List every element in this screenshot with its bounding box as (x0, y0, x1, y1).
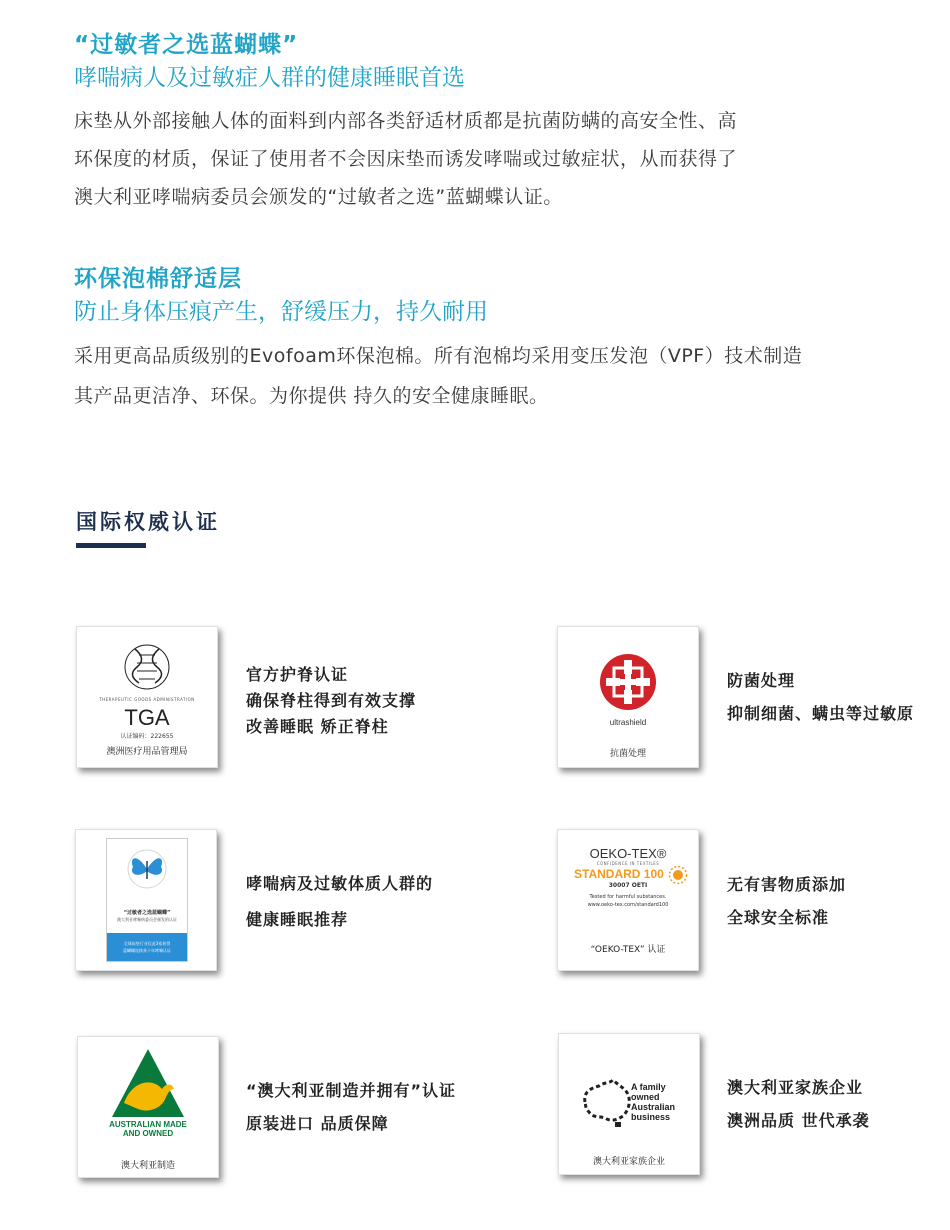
kangaroo-triangle-icon (78, 1037, 218, 1177)
section-title: 环保泡棉舒适层 (74, 266, 242, 292)
certifications-heading: 国际权威认证 (76, 510, 220, 534)
section-subtitle: 防止身体压痕产生，舒缓压力，持久耐用 (74, 299, 488, 325)
oeko-caption: “OEKO-TEX” 认证 (590, 945, 666, 955)
body-line: 环保度的材质，保证了使用者不会因床垫而诱发哮喘或过敏症状，从而获得了 (74, 148, 738, 170)
ultrashield-description (727, 664, 914, 730)
body-line: 澳大利亚哮喘病委员会颁发的“过敏者之选”蓝蝴蝶认证。 (74, 186, 563, 208)
family-business-description (727, 1071, 870, 1137)
desc-line: 官方护脊认证 (246, 665, 349, 684)
family-logo-text (631, 1082, 675, 1122)
band-line: 全球床垫行业仅此3家获得 (123, 941, 171, 946)
desc-line: 抑制细菌、螨虫等过敏原 (727, 704, 915, 723)
tga-caption: 澳洲医疗用品管理局 (106, 747, 188, 757)
logo-line: owned (631, 1092, 660, 1102)
desc-line: 无有害物质添加 (727, 875, 847, 894)
butterfly-logo-title: “过敏者之选蓝蝴蝶” (123, 910, 171, 916)
blue-butterfly-card (75, 829, 217, 971)
butterfly-icon (107, 843, 187, 893)
oeko-confidence: CONFIDENCE IN TEXTILES (596, 861, 660, 866)
desc-line: 原装进口 品质保障 (246, 1114, 389, 1133)
logo-line: Australian (631, 1102, 676, 1112)
desc-line: 澳洲品质 世代承袭 (727, 1111, 870, 1130)
aus-made-text (78, 1120, 218, 1138)
tga-card (76, 626, 218, 768)
section-eco-foam (74, 264, 894, 416)
oeko-tested: Tested for harmful substances. (589, 894, 667, 900)
ultrashield-caption: 抗菌处理 (609, 749, 646, 759)
desc-line: 哮喘病及过敏体质人群的 (246, 874, 434, 893)
blue-butterfly-description (246, 866, 433, 938)
australian-made-card (77, 1036, 219, 1178)
australian-made-description (246, 1074, 456, 1140)
section-title: “过敏者之选蓝蝴蝶” (74, 32, 299, 58)
oeko-standard: STANDARD 100 (574, 867, 664, 881)
desc-line: 改善睡眠 矫正脊柱 (246, 717, 389, 736)
butterfly-logo-line: 澳大利亚哮喘病委员会颁发的认证 (117, 917, 177, 922)
desc-line: 防菌处理 (727, 671, 796, 690)
desc-line: 澳大利亚家族企业 (727, 1078, 864, 1097)
butterfly-certificate (106, 838, 188, 962)
oeko-number: 30007 OETI (608, 882, 648, 889)
desc-line: 全球安全标准 (727, 908, 830, 927)
tga-code: 认证编码：222655 (120, 733, 174, 740)
logo-line: AND OWNED (122, 1129, 174, 1138)
family-business-card (558, 1033, 700, 1175)
desc-line: “澳大利亚制造并拥有”认证 (246, 1081, 457, 1100)
oeko-tex-card (557, 829, 699, 971)
section-body (74, 336, 894, 416)
section-body (74, 102, 894, 216)
body-line: 其产品更洁净、环保。为你提供 持久的安全健康睡眠。 (74, 385, 549, 407)
oeko-logo-text: OEKO-TEX® (589, 846, 667, 861)
ultrashield-card (557, 626, 699, 768)
band-line: 蓝蝴蝶连续获十年哮喘认证 (123, 948, 171, 953)
desc-line: 健康睡眠推荐 (246, 910, 349, 929)
desc-line: 确保脊柱得到有效支撑 (246, 691, 417, 710)
family-caption: 澳大利亚家族企业 (592, 1157, 665, 1167)
australia-map-icon (577, 1078, 637, 1128)
oeko-tex-description (727, 868, 846, 934)
tga-logo-text: TGA (124, 705, 170, 730)
tga-description (246, 662, 416, 740)
aus-made-caption: 澳大利亚制造 (120, 1161, 175, 1171)
heading-underline (76, 543, 146, 548)
logo-line: AUSTRALIAN MADE (109, 1120, 187, 1129)
body-line: 采用更高品质级别的Evofoam环保泡棉。所有泡棉均采用变压发泡（VPF）技术制造 (74, 345, 803, 367)
ultrashield-logo-text: ultrashield (609, 718, 647, 727)
section-blue-butterfly (74, 30, 894, 216)
section-subtitle: 哮喘病人及过敏症人群的健康睡眠首选 (74, 65, 465, 91)
oeko-url: www.oeko-tex.com/standard100 (587, 902, 669, 908)
logo-line: business (631, 1112, 671, 1122)
butterfly-band (107, 933, 187, 961)
body-line: 床垫从外部接触人体的面料到内部各类舒适材质都是抗菌防螨的高安全性、高 (74, 110, 738, 132)
tga-logo-arc-text: THERAPEUTIC GOODS ADMINISTRATION (99, 697, 195, 702)
logo-line: A family (631, 1082, 666, 1092)
